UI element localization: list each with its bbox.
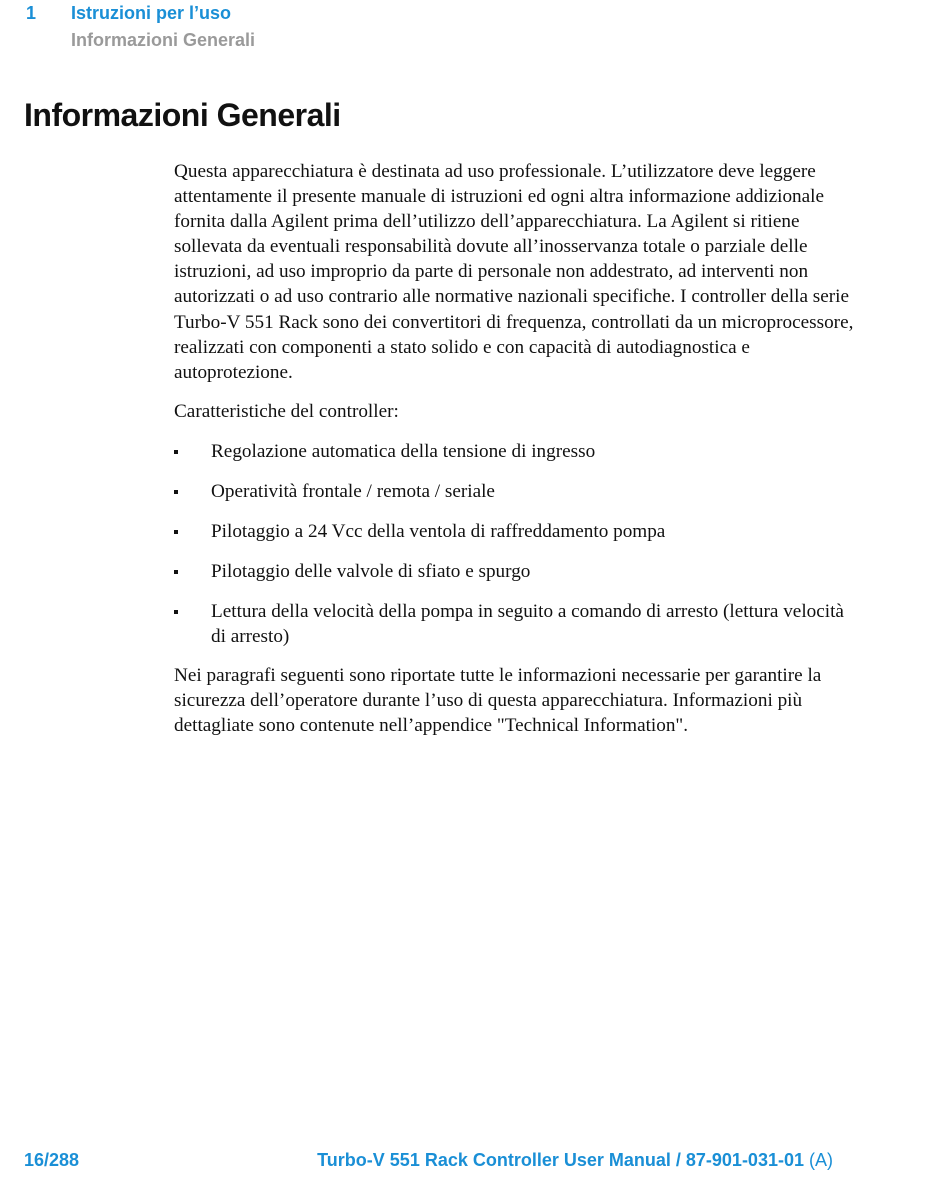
features-intro: Caratteristiche del controller:	[174, 400, 399, 422]
list-item-text: Operatività frontale / remota / seriale	[211, 480, 495, 502]
manual-title-text: Turbo-V 551 Rack Controller User Manual / 87-901-031-01	[317, 1150, 804, 1170]
list-item-text: Regolazione automatica della tensione di ingresso	[211, 440, 596, 462]
section-title: Informazioni Generali	[71, 30, 256, 50]
manual-title	[317, 1150, 833, 1171]
list-item	[174, 439, 854, 464]
list-item-text: Lettura della velocità della pompa in seguito a comando di arresto (lettura velocità di arresto)	[211, 600, 844, 647]
bullet-icon	[174, 570, 178, 574]
intro-paragraph: Questa apparecchiatura è destinata ad uso professionale. L’utilizzatore deve leggere attentamente il presente manuale di istruzioni ed ogni altra informazione addizionale fornita dalla Agilent prima dell’utilizzo dell’apparecchiatura. La Agilent si ritiene sollevata da eventuali responsabilità dovute all’inosservanza totale o parziale delle istruzioni, ad uso improprio da parte di personale non addestrato, ad interventi non autorizzati o ad uso contrario alle normative nazionali specifiche. I controller della serie Turbo-V 551 Rack sono dei convertitori di frequenza, controllati da un microprocessore, realizzati con componenti a stato solido e con capacità di autodiagnostica e autoprotezione.	[174, 161, 854, 383]
page-number: 16/288	[24, 1150, 80, 1170]
list-item	[174, 599, 854, 649]
revision: (A)	[809, 1150, 833, 1170]
bullet-icon	[174, 450, 178, 454]
closing-paragraph: Nei paragrafi seguenti sono riportate tutte le informazioni necessarie per garantire la sicurezza dell’operatore durante l’uso di questa apparecchiatura. Informazioni più dettagliate sono contenute nell’appendice "Technical Information".	[174, 664, 822, 737]
list-item-text: Pilotaggio a 24 Vcc della ventola di raffreddamento pompa	[211, 520, 666, 542]
main-content	[174, 159, 854, 738]
bullet-icon	[174, 490, 178, 494]
list-item	[174, 479, 854, 504]
page-title: Informazioni Generali	[24, 97, 341, 133]
bullet-icon	[174, 610, 178, 614]
list-item	[174, 559, 854, 584]
features-list	[174, 439, 854, 649]
bullet-icon	[174, 530, 178, 534]
list-item-text: Pilotaggio delle valvole di sfiato e spurgo	[211, 560, 531, 582]
list-item	[174, 519, 854, 544]
chapter-number: 1	[26, 3, 37, 23]
chapter-title: Istruzioni per l’uso	[71, 3, 232, 23]
